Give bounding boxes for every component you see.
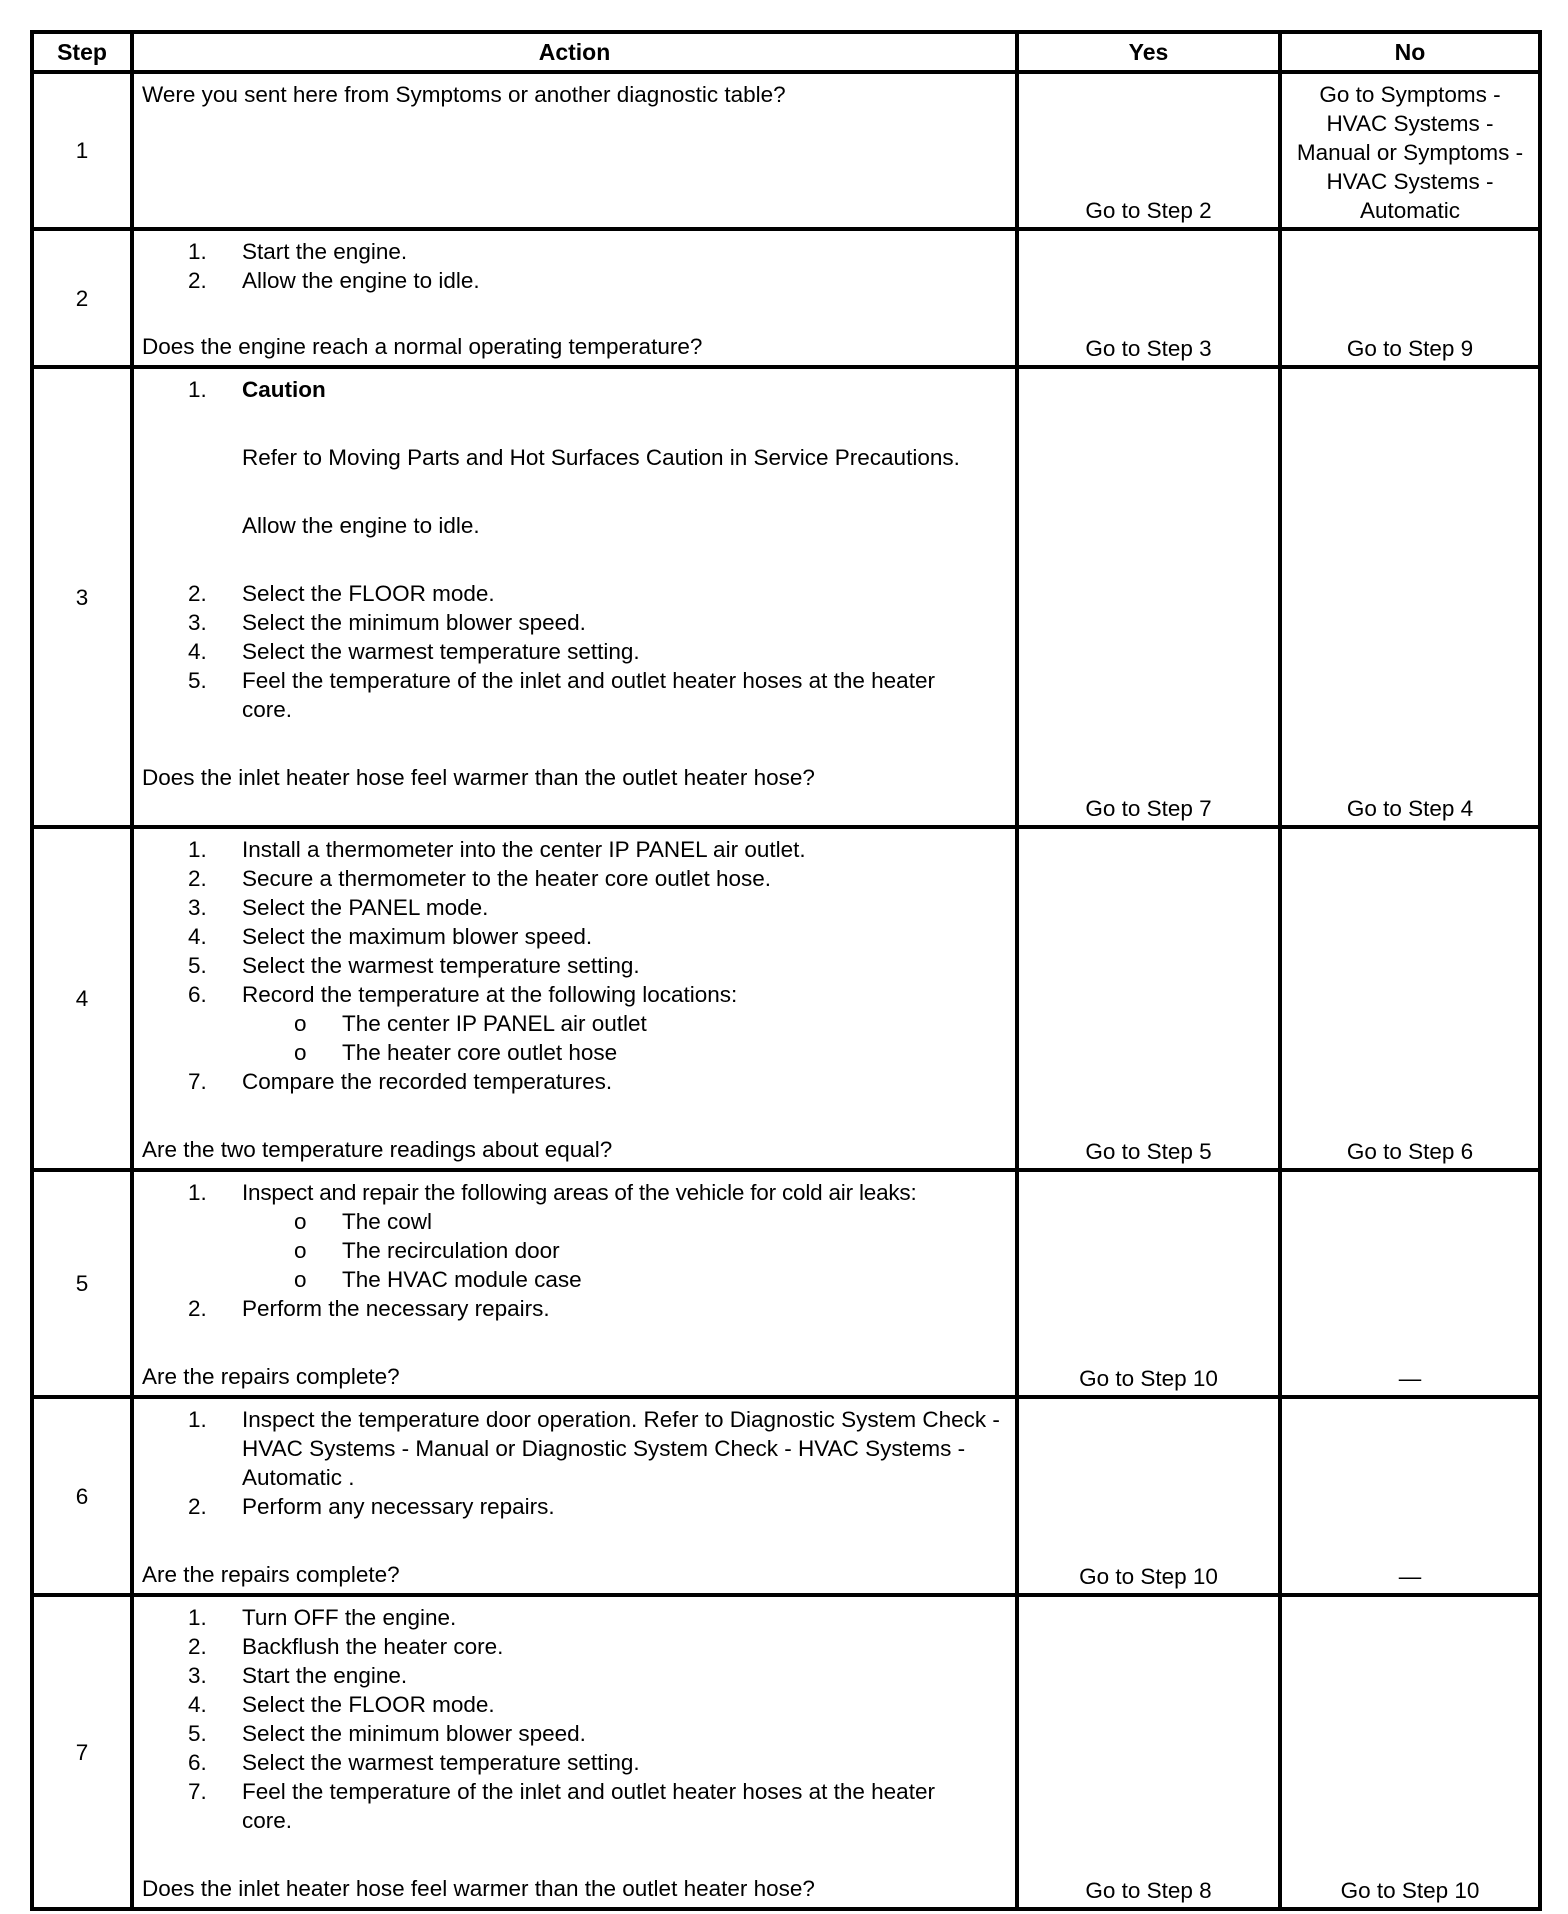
no-result: Go to Symptoms - HVAC Systems - Manual or Symptoms - HVAC Systems - Automatic bbox=[1280, 72, 1540, 229]
bullet-marker: o bbox=[294, 1011, 307, 1036]
no-result: Go to Step 10 bbox=[1280, 1595, 1540, 1909]
yes-result: Go to Step 2 bbox=[1017, 72, 1280, 229]
bullet-marker: o bbox=[294, 1040, 307, 1065]
no-result: — bbox=[1280, 1397, 1540, 1595]
item-text: Perform any necessary repairs. bbox=[242, 1494, 555, 1519]
list-item bbox=[142, 1492, 1009, 1521]
item-number: 1. bbox=[188, 239, 207, 264]
list-item bbox=[142, 951, 1009, 980]
item-number: 4. bbox=[188, 639, 207, 664]
action-cell bbox=[132, 229, 1017, 367]
item-number: 3. bbox=[188, 895, 207, 920]
action-steps bbox=[142, 1178, 1009, 1207]
item-number: 6. bbox=[188, 1750, 207, 1775]
yes-result: Go to Step 3 bbox=[1017, 229, 1280, 367]
table-row-step-5 bbox=[32, 1170, 1540, 1397]
item-text: Secure a thermometer to the heater core outlet hose. bbox=[242, 866, 772, 891]
action-question: Does the inlet heater hose feel warmer than the outlet heater hose? bbox=[142, 1876, 815, 1901]
spacer bbox=[142, 404, 1009, 443]
action-question: Does the engine reach a normal operating temperature? bbox=[142, 334, 703, 359]
sub-item-text: The recirculation door bbox=[342, 1238, 560, 1263]
document-page bbox=[30, 30, 1538, 1911]
step-number: 1 bbox=[32, 72, 132, 229]
spacer bbox=[142, 724, 1009, 763]
spacer bbox=[142, 1521, 1009, 1560]
table-row-step-3 bbox=[32, 367, 1540, 827]
action-steps bbox=[142, 1603, 1009, 1835]
item-text: Select the FLOOR mode. bbox=[242, 581, 495, 606]
list-item bbox=[142, 1748, 1009, 1777]
yes-result: Go to Step 8 bbox=[1017, 1595, 1280, 1909]
header-yes: Yes bbox=[1017, 32, 1280, 72]
action-question: Are the two temperature readings about equal? bbox=[142, 1137, 613, 1162]
step-number: 5 bbox=[32, 1170, 132, 1397]
action-steps bbox=[142, 579, 1009, 724]
table-row-step-6 bbox=[32, 1397, 1540, 1595]
step-number: 2 bbox=[32, 229, 132, 367]
action-cell bbox=[132, 1170, 1017, 1397]
item-text: Select the warmest temperature setting. bbox=[242, 1750, 640, 1775]
action-steps bbox=[142, 1405, 1009, 1521]
item-text: Install a thermometer into the center IP PANEL air outlet. bbox=[242, 837, 806, 862]
item-number: 2. bbox=[188, 1494, 207, 1519]
action-steps bbox=[142, 375, 1009, 404]
header-no: No bbox=[1280, 32, 1540, 72]
step-number: 3 bbox=[32, 367, 132, 827]
action-question: Are the repairs complete? bbox=[142, 1364, 400, 1389]
item-text: Select the minimum blower speed. bbox=[242, 610, 586, 635]
item-number: 2. bbox=[188, 866, 207, 891]
item-text: Select the warmest temperature setting. bbox=[242, 639, 640, 664]
yes-result: Go to Step 7 bbox=[1017, 367, 1280, 827]
list-item bbox=[142, 637, 1009, 666]
item-text: Backflush the heater core. bbox=[242, 1634, 504, 1659]
item-text: Allow the engine to idle. bbox=[242, 268, 480, 293]
table-row-step-4 bbox=[32, 827, 1540, 1170]
action-cell bbox=[132, 72, 1017, 229]
list-item bbox=[142, 666, 1009, 724]
item-number: 5. bbox=[188, 668, 207, 693]
item-text: Start the engine. bbox=[242, 1663, 408, 1688]
list-item bbox=[142, 1405, 1009, 1492]
caution-title: Caution bbox=[242, 377, 326, 402]
header-step: Step bbox=[32, 32, 132, 72]
item-number: 1. bbox=[188, 1407, 207, 1432]
list-item bbox=[142, 1661, 1009, 1690]
action-cell bbox=[132, 1595, 1017, 1909]
action-cell bbox=[132, 827, 1017, 1170]
action-question: Are the repairs complete? bbox=[142, 1562, 400, 1587]
sub-list-item bbox=[142, 1009, 1009, 1038]
list-item bbox=[142, 375, 1009, 404]
list-item bbox=[142, 1632, 1009, 1661]
step-number: 4 bbox=[32, 827, 132, 1170]
step-number: 7 bbox=[32, 1595, 132, 1909]
item-number: 3. bbox=[188, 610, 207, 635]
table-row-step-7 bbox=[32, 1595, 1540, 1909]
action-question: Were you sent here from Symptoms or another diagnostic table? bbox=[142, 82, 786, 107]
item-number: 1. bbox=[188, 837, 207, 862]
item-number: 1. bbox=[188, 1180, 207, 1205]
sub-item-text: The heater core outlet hose bbox=[342, 1040, 618, 1065]
item-number: 4. bbox=[188, 924, 207, 949]
sub-list-item bbox=[142, 1236, 1009, 1265]
item-number: 2. bbox=[188, 268, 207, 293]
list-item bbox=[142, 1690, 1009, 1719]
list-item bbox=[142, 237, 1009, 266]
no-result: Go to Step 9 bbox=[1280, 229, 1540, 367]
action-cell bbox=[132, 1397, 1017, 1595]
yes-result: Go to Step 10 bbox=[1017, 1170, 1280, 1397]
list-item bbox=[142, 608, 1009, 637]
item-text: Inspect and repair the following areas of the vehicle for cold air leaks: bbox=[242, 1180, 917, 1205]
list-item bbox=[142, 1719, 1009, 1748]
table-row-step-1 bbox=[32, 72, 1540, 229]
item-text: Start the engine. bbox=[242, 239, 408, 264]
item-number: 1. bbox=[188, 377, 207, 402]
list-item bbox=[142, 864, 1009, 893]
list-item bbox=[142, 980, 1009, 1009]
sub-list bbox=[142, 1207, 1009, 1294]
action-steps bbox=[142, 835, 1009, 1009]
action-steps bbox=[142, 237, 1009, 295]
item-text: Compare the recorded temperatures. bbox=[242, 1069, 613, 1094]
spacer bbox=[142, 295, 1009, 324]
item-text: Select the minimum blower speed. bbox=[242, 1721, 586, 1746]
list-item bbox=[142, 1294, 1009, 1323]
item-number: 6. bbox=[188, 982, 207, 1007]
sub-list-item bbox=[142, 1038, 1009, 1067]
item-text: Perform the necessary repairs. bbox=[242, 1296, 550, 1321]
list-item bbox=[142, 1603, 1009, 1632]
item-number: 7. bbox=[188, 1779, 207, 1804]
yes-result: Go to Step 10 bbox=[1017, 1397, 1280, 1595]
header-row bbox=[32, 32, 1540, 72]
sub-item-text: The HVAC module case bbox=[342, 1267, 582, 1292]
no-result: — bbox=[1280, 1170, 1540, 1397]
table-row-step-2 bbox=[32, 229, 1540, 367]
list-item bbox=[142, 835, 1009, 864]
header-action: Action bbox=[132, 32, 1017, 72]
item-text: Select the maximum blower speed. bbox=[242, 924, 593, 949]
sub-item-text: The cowl bbox=[342, 1209, 433, 1234]
caution-after-text: Allow the engine to idle. bbox=[242, 513, 480, 538]
sub-list bbox=[142, 1009, 1009, 1067]
spacer bbox=[142, 540, 1009, 579]
caution-text: Refer to Moving Parts and Hot Surfaces Caution in Service Precautions. bbox=[242, 445, 960, 470]
bullet-marker: o bbox=[294, 1238, 307, 1263]
no-result: Go to Step 4 bbox=[1280, 367, 1540, 827]
item-text: Record the temperature at the following locations: bbox=[242, 982, 738, 1007]
item-number: 5. bbox=[188, 953, 207, 978]
list-item bbox=[142, 1777, 1009, 1835]
list-item bbox=[142, 579, 1009, 608]
item-text: Feel the temperature of the inlet and outlet heater hoses at the heater core. bbox=[242, 1779, 935, 1833]
diagnostic-table bbox=[30, 30, 1542, 1911]
spacer bbox=[142, 1323, 1009, 1362]
sub-item-text: The center IP PANEL air outlet bbox=[342, 1011, 647, 1036]
action-steps bbox=[142, 1294, 1009, 1323]
spacer bbox=[142, 472, 1009, 511]
action-steps bbox=[142, 1067, 1009, 1096]
item-text: Feel the temperature of the inlet and outlet heater hoses at the heater core. bbox=[242, 668, 935, 722]
item-number: 2. bbox=[188, 1634, 207, 1659]
item-number: 3. bbox=[188, 1663, 207, 1688]
item-number: 4. bbox=[188, 1692, 207, 1717]
item-text: Turn OFF the engine. bbox=[242, 1605, 457, 1630]
list-item bbox=[142, 266, 1009, 295]
item-number: 2. bbox=[188, 581, 207, 606]
step-number: 6 bbox=[32, 1397, 132, 1595]
item-text: Select the warmest temperature setting. bbox=[242, 953, 640, 978]
bullet-marker: o bbox=[294, 1209, 307, 1234]
item-text: Inspect the temperature door operation. Refer to Diagnostic System Check - HVAC Systems - Manual or Diagnostic System Check - HVAC Systems - Automatic . bbox=[242, 1407, 1000, 1490]
bullet-marker: o bbox=[294, 1267, 307, 1292]
item-text: Select the FLOOR mode. bbox=[242, 1692, 495, 1717]
item-number: 2. bbox=[188, 1296, 207, 1321]
yes-result: Go to Step 5 bbox=[1017, 827, 1280, 1170]
list-item bbox=[142, 922, 1009, 951]
sub-list-item bbox=[142, 1265, 1009, 1294]
item-number: 1. bbox=[188, 1605, 207, 1630]
spacer bbox=[142, 1835, 1009, 1874]
list-item bbox=[142, 893, 1009, 922]
sub-list-item bbox=[142, 1207, 1009, 1236]
spacer bbox=[142, 1096, 1009, 1135]
item-text: Select the PANEL mode. bbox=[242, 895, 489, 920]
action-question: Does the inlet heater hose feel warmer than the outlet heater hose? bbox=[142, 765, 815, 790]
list-item bbox=[142, 1178, 1009, 1207]
action-cell bbox=[132, 367, 1017, 827]
no-result: Go to Step 6 bbox=[1280, 827, 1540, 1170]
item-number: 7. bbox=[188, 1069, 207, 1094]
item-number: 5. bbox=[188, 1721, 207, 1746]
list-item bbox=[142, 1067, 1009, 1096]
